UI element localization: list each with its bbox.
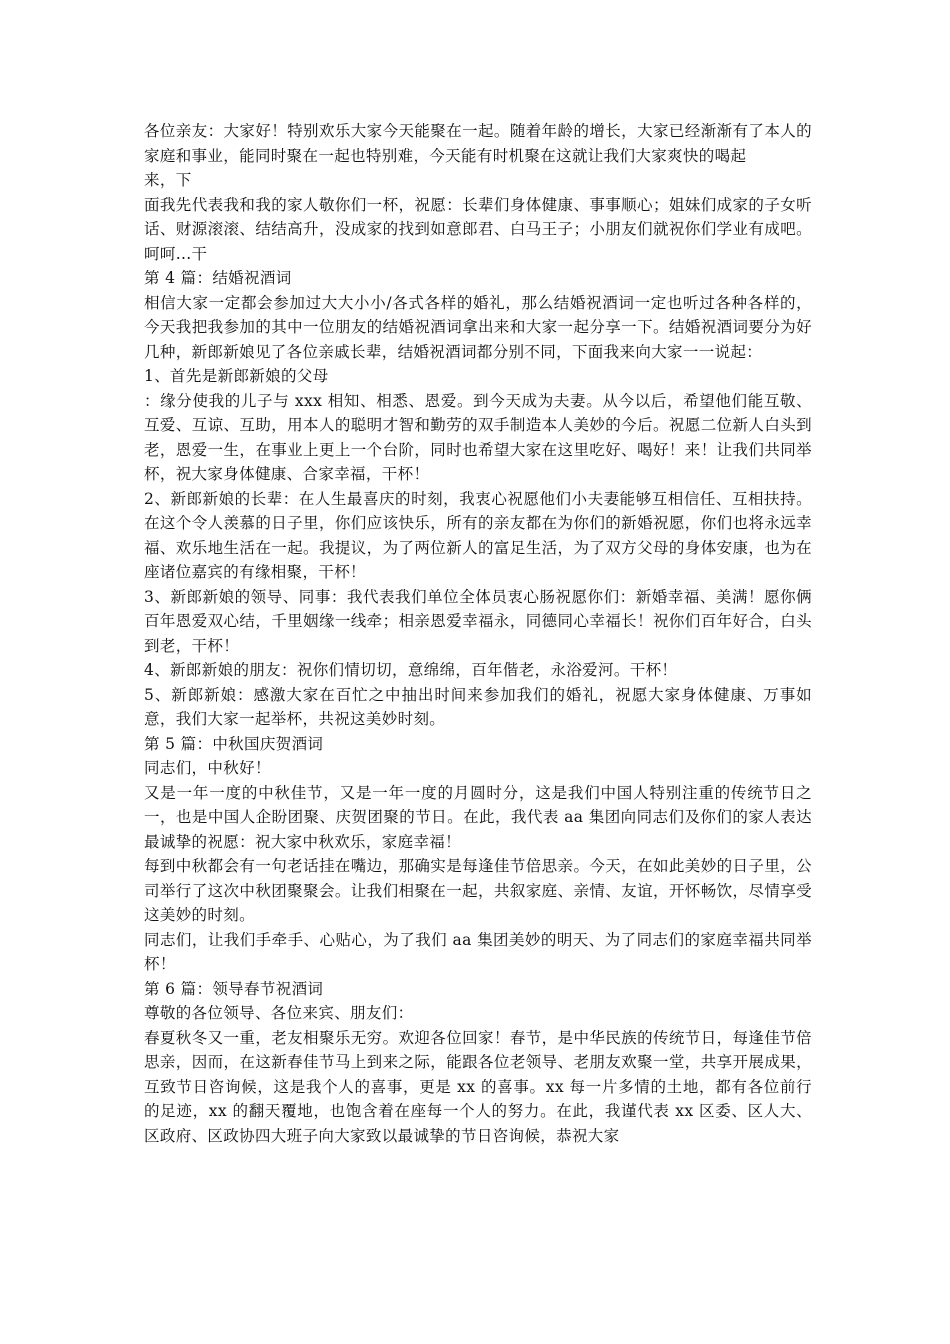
paragraph-item-1-body: ：缘分使我的儿子与 xxx 相知、相悉、恩爱。到今天成为夫妻。从今以后，希望他们能互敬、互爱、互谅、互助，用本人的聪明才智和勤劳的双手制造本人美妙的今后。祝愿二位新人白头到老，恩爱一生，在事业上更上一个台阶，同时也希望大家在这里吃好、喝好！来！让我们共同举杯，祝大家身体健康、合家幸福，干杯！ <box>144 391 812 483</box>
paragraph-continuation: 来，下 <box>144 171 192 189</box>
section-heading-4: 第 4 篇：结婚祝酒词 <box>144 269 292 287</box>
section-heading-6: 第 6 篇：领导春节祝酒词 <box>144 979 324 998</box>
paragraph-wedding-intro: 相信大家一定都会参加过大大小小/各式各样的婚礼，那么结婚祝酒词一定也听过各种各样的，今天我把我参加的其中一位朋友的结婚祝酒词拿出来和大家一起分享一下。结婚祝酒词要分为好几种，新郎新娘见了各位亲戚长辈，结婚祝酒词都分别不同，下面我来向大家一一说起： <box>144 293 812 361</box>
paragraph-item-5: 5、新郎新娘：感激大家在百忙之中抽出时间来参加我们的婚礼，祝愿大家身体健康、万事如意，我们大家一起举杯，共祝这美妙时刻。 <box>144 685 812 728</box>
paragraph-mid-autumn-2: 每到中秋都会有一句老话挂在嘴边，那确实是每逢佳节倍思亲。今天，在如此美妙的日子里，公司举行了这次中秋团聚聚会。让我们相聚在一起，共叙家庭、亲情、友谊，开怀畅饮，尽情享受这美妙的时刻。 <box>144 857 812 924</box>
section-heading-5: 第 5 篇：中秋国庆贺酒词 <box>144 734 324 753</box>
paragraph-item-1-title: 1、首先是新郎新娘的父母 <box>144 367 329 385</box>
paragraph-item-4: 4、新郎新娘的朋友：祝你们情切切，意绵绵，百年偕老，永浴爱河。干杯！ <box>144 661 678 679</box>
paragraph-mid-autumn-greeting: 同志们，中秋好！ <box>144 759 271 777</box>
document-body <box>144 119 812 1148</box>
paragraph-spring-salutation: 尊敬的各位领导、各位来宾、朋友们： <box>144 1004 414 1022</box>
paragraph-toast: 面我先代表我和我的家人敬你们一杯，祝愿：长辈们身体健康、事事顺心；姐妹们成家的子女听话、财源滚滚、结结高升，没成家的找到如意郎君、白马王子；小朋友们就祝你们学业有成吧。呵呵...干 <box>144 195 812 263</box>
paragraph-item-2: 2、新郎新娘的长辈：在人生最喜庆的时刻，我衷心祝愿他们小夫妻能够互相信任、互相扶持。在这个令人羡慕的日子里，你们应该快乐，所有的亲友都在为你们的新婚祝愿，你们也将永远幸福、欢乐地生活在一起。我提议，为了两位新人的富足生活，为了双方父母的身体安康，也为在座诸位嘉宾的有缘相聚，干杯！ <box>144 489 812 581</box>
paragraph-mid-autumn-3: 同志们，让我们手牵手、心贴心，为了我们 aa 集团美妙的明天、为了同志们的家庭幸福共同举杯！ <box>144 930 812 973</box>
paragraph-spring-body: 春夏秋冬又一重，老友相聚乐无穷。欢迎各位回家！春节，是中华民族的传统节日，每逢佳节倍思亲，因而，在这新春佳节马上到来之际，能跟各位老领导、老朋友欢聚一堂，共享开展成果，互致节日咨询候，这是我个人的喜事，更是 xx 的喜事。xx 每一片多情的土地，都有各位前行的足迹，xx 的翻天覆地，也饱含着在座每一个人的努力。在此，我谨代表 xx 区委、区人大、区政府、区政协四大班子向大家致以最诚挚的节日咨询候，恭祝大家 <box>144 1028 812 1145</box>
paragraph-item-3: 3、新郎新娘的领导、同事：我代表我们单位全体员衷心肠祝愿你们：新婚幸福、美满！愿你俩百年恩爱双心结，千里姻缘一线牵；相亲恩爱幸福永，同德同心幸福长！祝你们百年好合，白头到老，干杯！ <box>144 587 812 655</box>
paragraph-greeting: 各位亲友：大家好！特别欢乐大家今天能聚在一起。随着年龄的增长，大家已经渐渐有了本人的家庭和事业，能同时聚在一起也特别难，今天能有时机聚在这就让我们大家爽快的喝起 <box>144 122 812 165</box>
paragraph-mid-autumn-1: 又是一年一度的中秋佳节，又是一年一度的月圆时分，这是我们中国人特别注重的传统节日之一，也是中国人企盼团聚、庆贺团聚的节日。在此，我代表 aa 集团向同志们及你们的家人表达最诚挚的祝愿：祝大家中秋欢乐，家庭幸福！ <box>144 783 812 851</box>
